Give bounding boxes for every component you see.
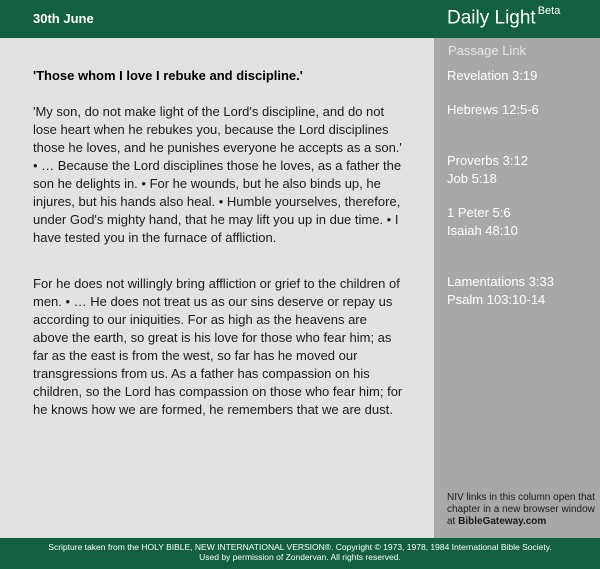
biblegateway-link[interactable]: BibleGateway.com <box>458 516 547 527</box>
reading-panel <box>0 38 434 538</box>
beta-badge: Beta <box>537 5 561 17</box>
passage-link-isaiah[interactable]: Isaiah 48:10 <box>447 223 518 238</box>
reading-heading: 'Those whom I love I rebuke and discipline.' <box>33 68 303 83</box>
app-title <box>447 7 560 29</box>
passage-link-1peter[interactable]: 1 Peter 5:6 <box>447 205 511 220</box>
reading-paragraph-1: 'My son, do not make light of the Lord's discipline, and do not lose heart when he rebukes you, because the Lord disciplines those he loves, and he punishes everyone he accepts as a son.' • … Because the Lord disciplines those he loves, as a father the son he delights in. • For he wounds, but he also binds up, he injures, but his hands also heal. • Humble yourselves, therefore, under God's mighty hand, that he may lift you up in due time. • I have tested you in the furnace of affliction. <box>33 104 402 245</box>
header-bar <box>0 0 600 38</box>
copyright-line-1: Scripture taken from the HOLY BIBLE, NEW INTERNATIONAL VERSION®. Copyright © 1973, 1978, 1984 International Bible Society. <box>48 542 552 552</box>
passage-link-job[interactable]: Job 5:18 <box>447 171 497 186</box>
reading-paragraph-2: For he does not willingly bring affliction or grief to the children of men. • … He does not treat us as our sins deserve or repay us according to our iniquities. For as high as the heavens are above the earth, so great is his love for those who fear him; as far as the east is from the west, so far has he moved our transgressions from us. As a father has compassion on his children, so the Lord has compassion on those who fear him; for he knows how we are formed, he remembers that we are dust. <box>33 276 403 417</box>
passage-link-revelation[interactable]: Revelation 3:19 <box>447 68 538 83</box>
passage-link-psalm[interactable]: Psalm 103:10-14 <box>447 292 546 307</box>
copyright-line-2: Used by permission of Zondervan. All rights reserved. <box>199 552 401 562</box>
passage-link-hebrews[interactable]: Hebrews 12:5-6 <box>447 102 539 117</box>
niv-links-note <box>447 492 597 528</box>
passage-link-sidebar <box>434 38 600 538</box>
copyright-footer <box>0 538 600 569</box>
passage-link-lamentations[interactable]: Lamentations 3:33 <box>447 274 554 289</box>
passage-link-proverbs[interactable]: Proverbs 3:12 <box>447 153 528 168</box>
date-label: 30th June <box>33 11 94 26</box>
passage-link-title: Passage Link <box>448 43 527 58</box>
app-title-text: Daily Light <box>447 7 536 29</box>
niv-links-note-text: NIV links in this column open that chapter in a new browser window at <box>447 492 595 527</box>
